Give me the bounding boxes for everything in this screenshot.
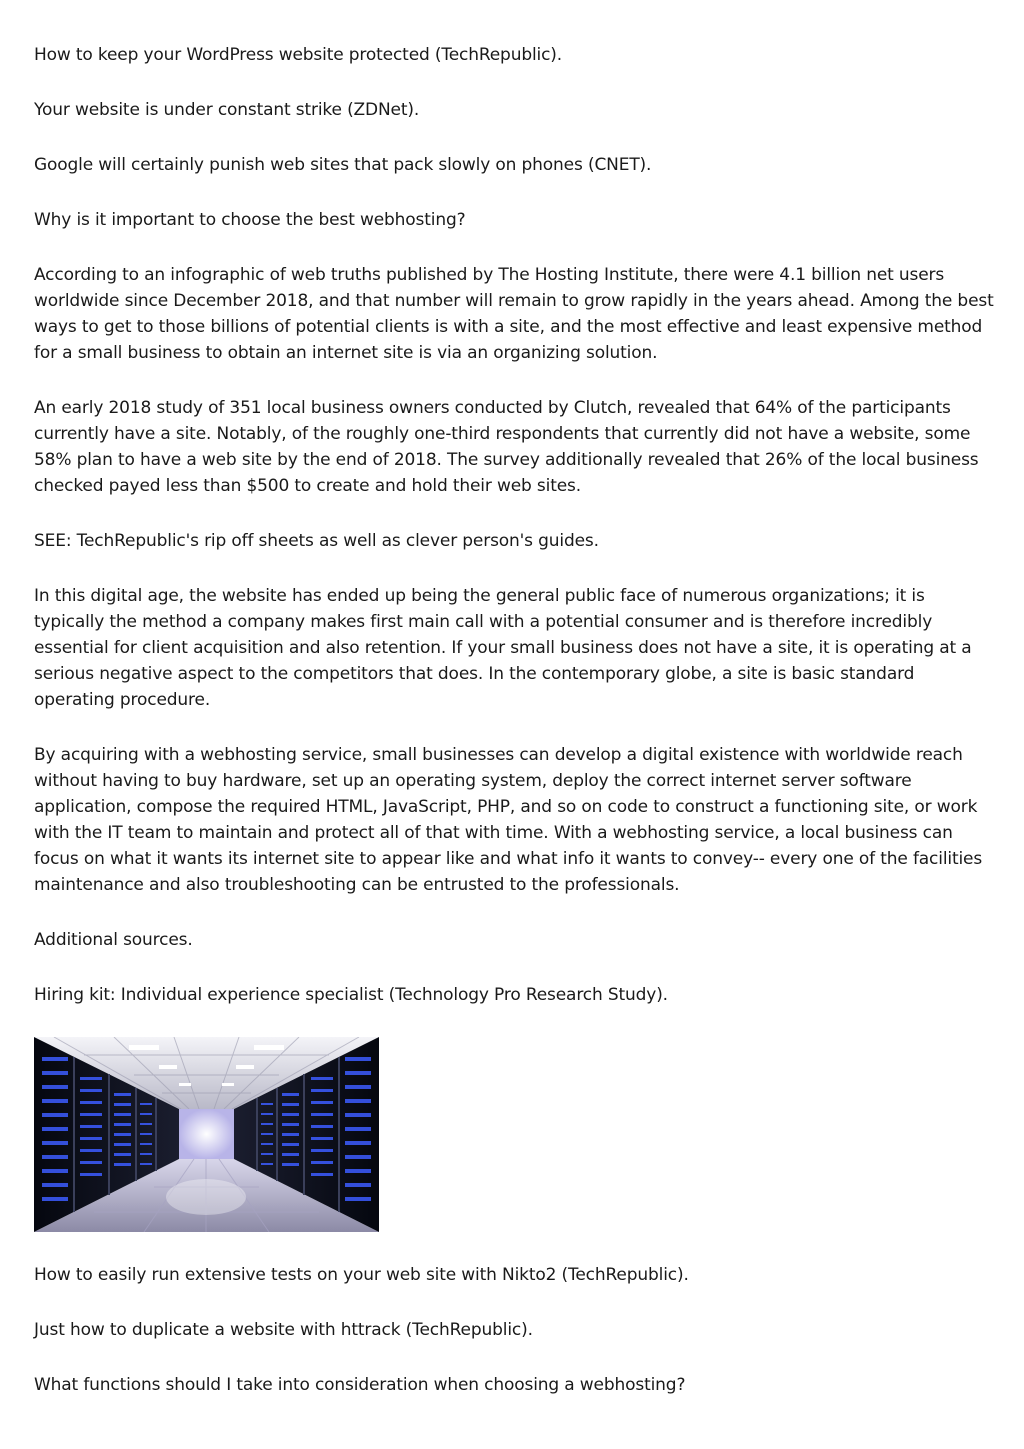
paragraph-httrack-link: Just how to duplicate a website with httrack (TechRepublic).	[34, 1320, 533, 1340]
paragraph-infographic: According to an infographic of web truths published by The Hosting Institute, there were 4.1 billion net users worldwide since December 2018, and that number will remain to grow rapidly in the years ahead. Among the best ways to get to those billions of potential clients is with a site, and the most effective and least expensive method for a small business to obtain an internet site is via an organizing solution.	[34, 265, 994, 363]
paragraph-see-techrepublic: SEE: TechRepublic's rip off sheets as well as clever person's guides.	[34, 531, 599, 551]
article-body	[34, 42, 994, 1427]
paragraph-functions-question: What functions should I take into consideration when choosing a webhosting?	[34, 1375, 686, 1395]
paragraph-question-webhosting: Why is it important to choose the best webhosting?	[34, 210, 466, 230]
paragraph-wordpress-link: How to keep your WordPress website protected (TechRepublic).	[34, 45, 563, 65]
paragraph-nikto2-link: How to easily run extensive tests on your web site with Nikto2 (TechRepublic).	[34, 1265, 689, 1285]
paragraph-clutch-study: An early 2018 study of 351 local business owners conducted by Clutch, revealed that 64% of the participants currently have a site. Notably, of the roughly one-third respondents that currently did not have a website, some 58% plan to have a web site by the end of 2018. The survey additionally revealed that 26% of the local business checked payed less than $500 to create and hold their web sites.	[34, 398, 979, 496]
paragraph-additional-sources: Additional sources.	[34, 930, 193, 950]
server-room-photo	[34, 1037, 379, 1232]
paragraph-digital-age: In this digital age, the website has ended up being the general public face of numerous organizations; it is typically the method a company makes first main call with a potential consumer and is therefore incredibly essential for client acquisition and also retention. If your small business does not have a site, it is operating at a serious negative aspect to the competitors that does. In the contemporary globe, a site is basic standard operating procedure.	[34, 586, 972, 710]
paragraph-cnet-link: Google will certainly punish web sites that pack slowly on phones (CNET).	[34, 155, 652, 175]
paragraph-zdnet-link: Your website is under constant strike (ZDNet).	[34, 100, 420, 120]
paragraph-webhosting-service: By acquiring with a webhosting service, small businesses can develop a digital existence with worldwide reach without having to buy hardware, set up an operating system, deploy the correct internet server software application, compose the required HTML, JavaScript, PHP, and so on code to construct a functioning site, or work with the IT team to maintain and protect all of that with time. With a webhosting service, a local business can focus on what it wants its internet site to appear like and what info it wants to convey-- every one of the facilities maintenance and also troubleshooting can be entrusted to the professionals.	[34, 745, 983, 895]
paragraph-hiring-kit: Hiring kit: Individual experience specialist (Technology Pro Research Study).	[34, 985, 668, 1005]
